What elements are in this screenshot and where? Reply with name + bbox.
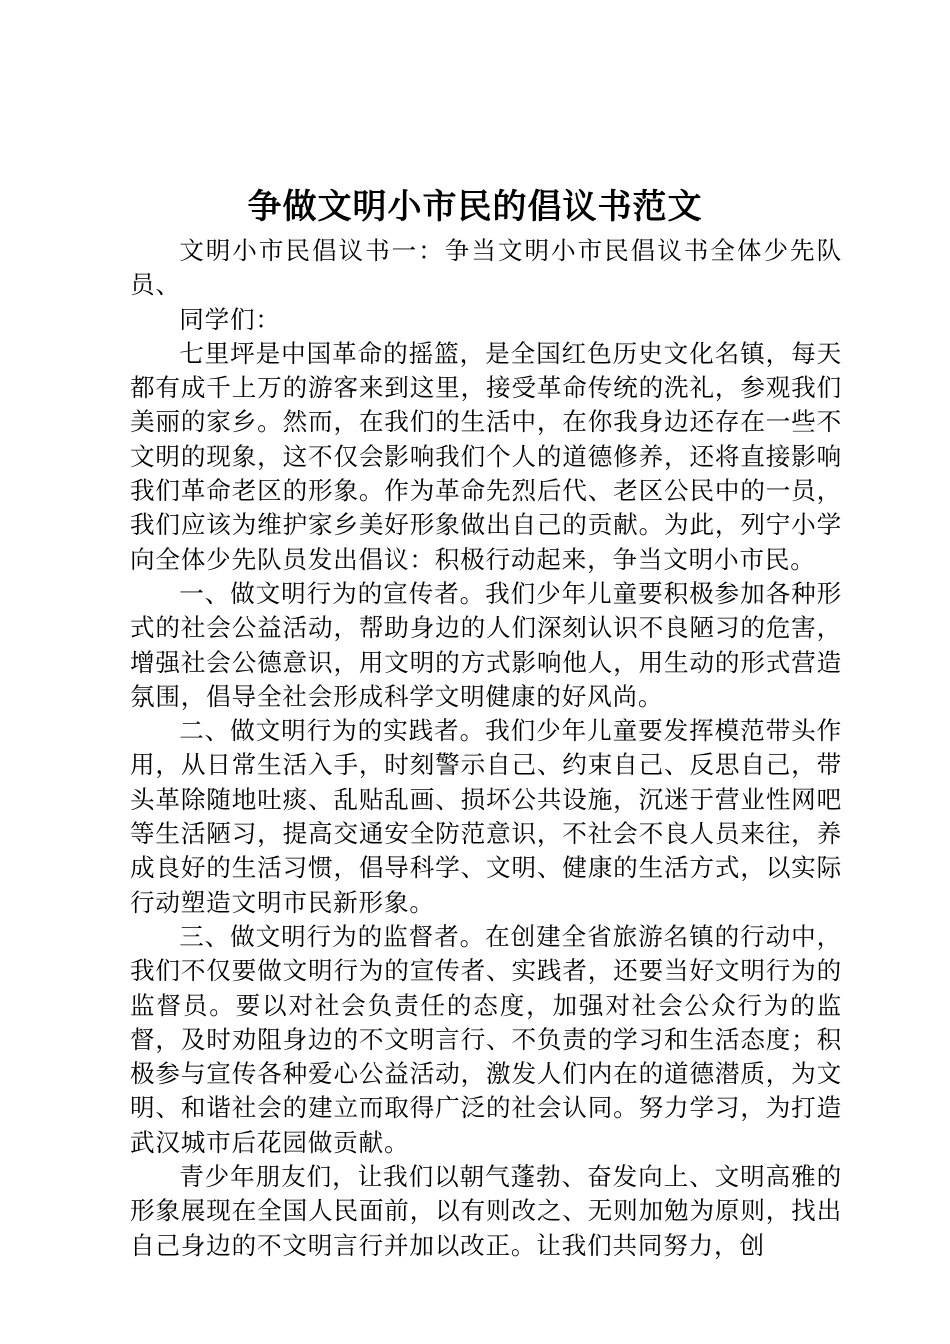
paragraph-point-three: 三、做文明行为的监督者。在创建全省旅游名镇的行动中，我们不仅要做文明行为的宣传者、实践者，还要当好文明行为的监督员。要以对社会负责任的态度，加强对社会公众行为的监督，及时劝阻身边的不文明言行、不负责的学习和生活态度；积极参与宣传各种爱心公益活动，激发人们内在的道德潜质，为文明、和谐社会的建立而取得广泛的社会认同。努力学习，为打造武汉城市后花园做贡献。 (130, 921, 842, 1157)
paragraph-point-one: 一、做文明行为的宣传者。我们少年儿童要积极参加各种形式的社会公益活动，帮助身边的人们深刻认识不良陋习的危害，增强社会公德意识，用文明的方式影响他人，用生动的形式营造氛围，倡导全社会形成科学文明健康的好风尚。 (130, 578, 842, 711)
paragraph-intro: 文明小市民倡议书一：争当文明小市民倡议书全体少先队员、 (130, 236, 842, 300)
document-title: 争做文明小市民的倡议书范文 (247, 187, 703, 227)
paragraph-background: 七里坪是中国革命的摇篮，是全国红色历史文化名镇，每天都有成千上万的游客来到这里，接受革命传统的洗礼，参观我们美丽的家乡。然而，在我们的生活中，在你我身边还存在一些不文明的现象，这不仅会影响我们个人的道德修养，还将直接影响我们革命老区的形象。作为革命先烈后代、老区公民中的一员，我们应该为维护家乡美好形象做出自己的贡献。为此，列宁小学向全体少先队员发出倡议：积极行动起来，争当文明小市民。 (130, 338, 842, 574)
paragraph-closing: 青少年朋友们，让我们以朝气蓬勃、奋发向上、文明高雅的形象展现在全国人民面前，以有则改之、无则加勉为原则，找出自己身边的不文明言行并加以改正。让我们共同努力，创 (130, 1162, 842, 1260)
paragraph-point-two: 二、做文明行为的实践者。我们少年儿童要发挥模范带头作用，从日常生活入手，时刻警示自己、约束自己、反思自己，带头革除随地吐痰、乱贴乱画、损坏公共设施，沉迷于营业性网吧等生活陋习，提高交通安全防范意识，不社会不良人员来往，养成良好的生活习惯，倡导科学、文明、健康的生活方式，以实际行动塑造文明市民新形象。 (130, 716, 842, 917)
document-body (130, 234, 842, 1263)
paragraph-salutation: 同学们： (179, 304, 281, 334)
